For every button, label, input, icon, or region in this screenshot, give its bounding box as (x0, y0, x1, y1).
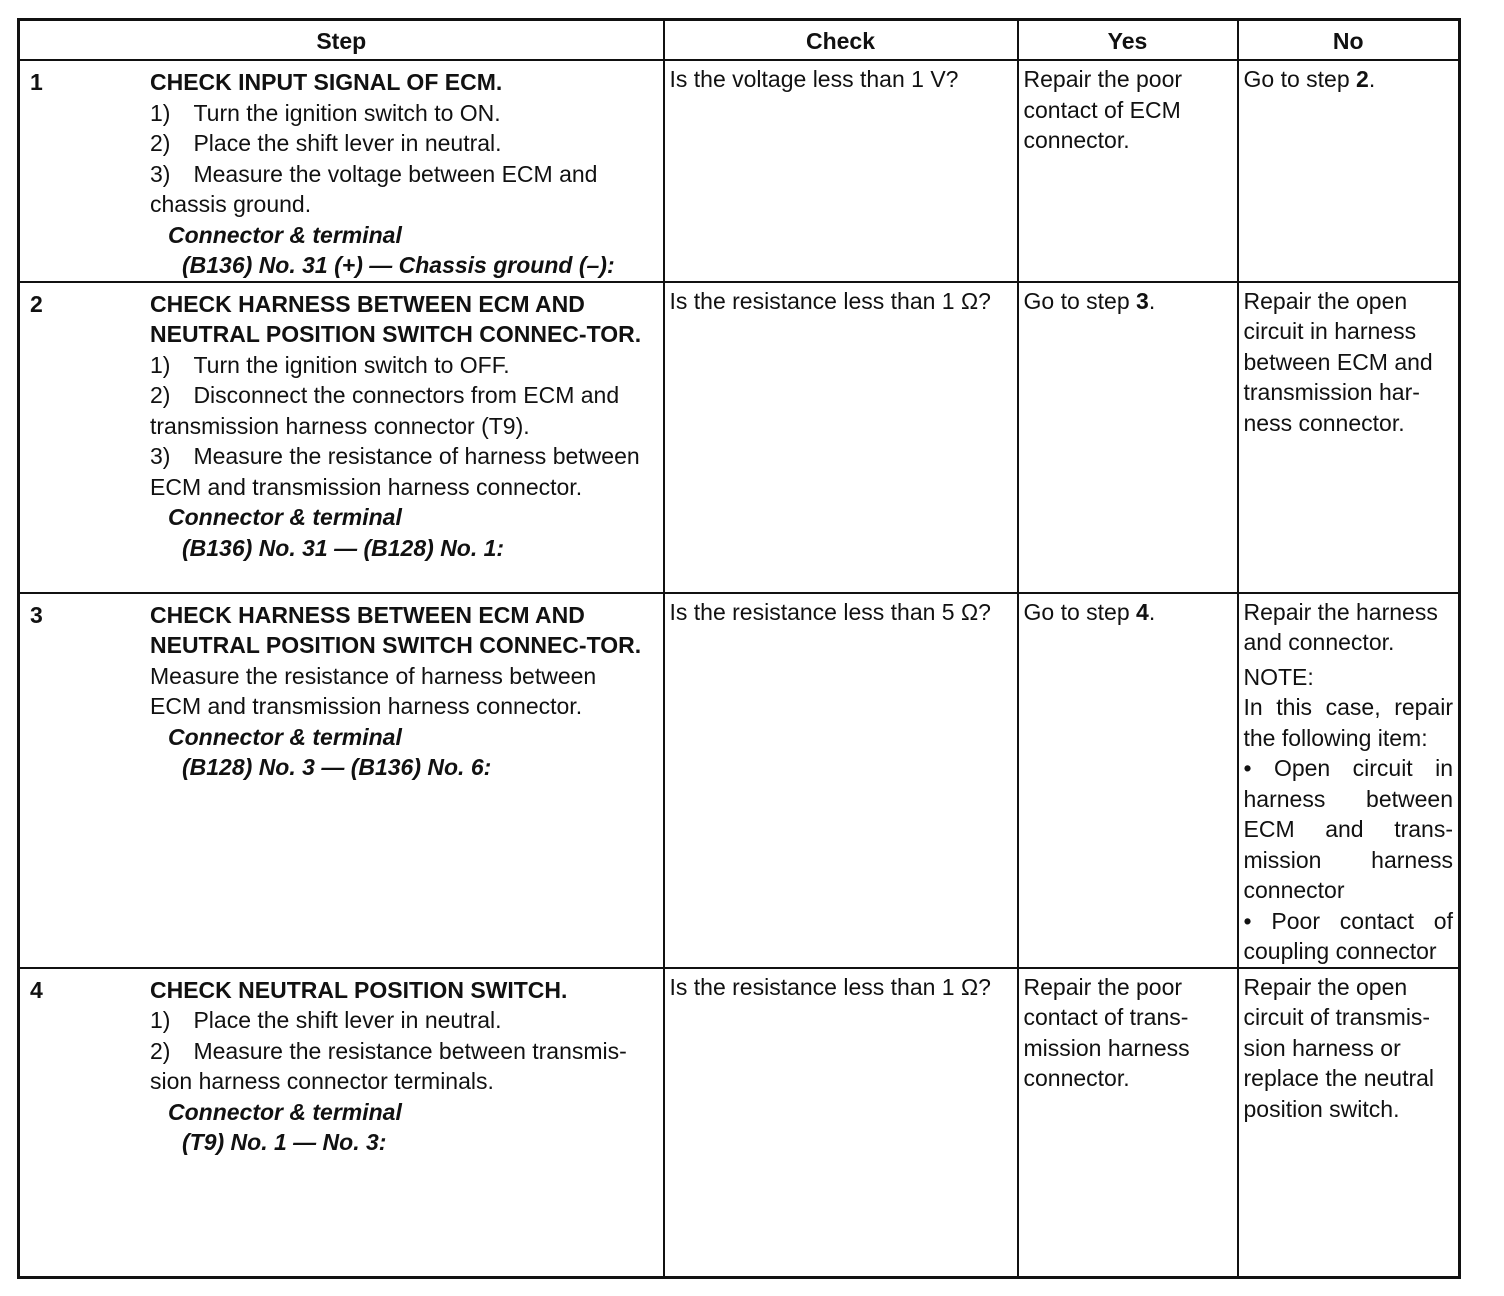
connector-terminal-value: (T9) No. 1 — No. 3: (182, 1129, 387, 1155)
yes-prefix: Go to step (1023, 598, 1137, 625)
step-number: 3 (30, 601, 43, 628)
step-line: 1) Turn the ignition switch to ON. (150, 99, 501, 126)
yes-prefix: Go to step (1023, 287, 1137, 314)
yes-step-ref: 4 (1136, 598, 1149, 625)
diagnostic-table (17, 18, 1461, 1279)
table-row (19, 282, 1460, 593)
connector-terminal-value: (B128) No. 3 — (B136) No. 6: (182, 754, 492, 780)
table-row (19, 593, 1460, 968)
header-row (19, 20, 1460, 61)
yes-step-ref: 3 (1136, 287, 1149, 314)
step-number: 1 (30, 69, 43, 95)
connector-terminal-label: Connector & terminal (168, 723, 402, 750)
yes-cell: Repair the poor contact of trans-mission harness connector. (1018, 968, 1238, 1278)
step-line: 2) Place the shift lever in neutral. (150, 130, 502, 156)
note-text: In this case, repair the following item: (1243, 694, 1453, 751)
no-cell: Repair the open circuit in harness between ECM and transmission har-ness connector. (1238, 282, 1460, 593)
connector-terminal-label: Connector & terminal (168, 1098, 402, 1125)
header-no: No (1238, 20, 1460, 61)
step-title: CHECK HARNESS BETWEEN ECM AND NEUTRAL POSITION SWITCH CONNEC-TOR. (150, 290, 642, 347)
step-number: 4 (30, 976, 43, 1003)
table-row (19, 60, 1460, 282)
connector-terminal-label: Connector & terminal (168, 504, 402, 530)
step-title: CHECK HARNESS BETWEEN ECM AND NEUTRAL POSITION SWITCH CONNEC-TOR. (150, 601, 642, 658)
header-step: Step (19, 20, 664, 61)
step-title: CHECK INPUT SIGNAL OF ECM. (150, 69, 503, 95)
header-yes: Yes (1018, 20, 1238, 61)
connector-terminal-value: (B136) No. 31 — (B128) No. 1: (182, 534, 505, 561)
step-cell (19, 968, 664, 1278)
note-bullet: • Poor contact of coupling connector (1243, 907, 1453, 964)
step-line: Measure the resistance of harness between ECM and transmission harness connector. (150, 662, 597, 719)
yes-suffix: . (1148, 287, 1156, 314)
note-bullet: • Open circuit in harness between ECM and trans-mission harness connector (1243, 755, 1453, 903)
check-cell: Is the voltage less than 1 V? (664, 60, 1018, 282)
no-text: Repair the harness and connector. (1243, 598, 1438, 655)
step-line: 3) Measure the resistance of harness between ECM and transmission harness connector. (150, 443, 640, 500)
no-suffix: . (1368, 66, 1376, 92)
header-check: Check (664, 20, 1018, 61)
check-cell: Is the resistance less than 1 Ω? (664, 282, 1018, 593)
note-label: NOTE: (1243, 663, 1314, 690)
no-cell: Repair the open circuit of transmis-sion harness or replace the neutral position switch. (1238, 968, 1460, 1278)
step-line: 3) Measure the voltage between ECM and chassis ground. (150, 160, 598, 217)
no-prefix: Go to step (1243, 66, 1357, 92)
step-title: CHECK NEUTRAL POSITION SWITCH. (150, 976, 568, 1003)
connector-terminal-label: Connector & terminal (168, 221, 402, 248)
no-cell (1238, 593, 1460, 968)
step-line: 2) Measure the resistance between transmis-sion harness connector terminals. (150, 1037, 627, 1094)
connector-terminal-value: (B136) No. 31 (+) — Chassis ground (–): (182, 252, 615, 278)
step-cell (19, 593, 664, 968)
table-row (19, 968, 1460, 1278)
yes-cell (1018, 593, 1238, 968)
step-line: 1) Turn the ignition switch to OFF. (150, 351, 510, 378)
step-cell (19, 60, 664, 282)
yes-suffix: . (1148, 598, 1156, 625)
yes-cell (1018, 282, 1238, 593)
check-cell: Is the resistance less than 1 Ω? (664, 968, 1018, 1278)
check-cell: Is the resistance less than 5 Ω? (664, 593, 1018, 968)
step-line: 1) Place the shift lever in neutral. (150, 1007, 502, 1033)
step-cell (19, 282, 664, 593)
no-step-ref: 2 (1356, 66, 1369, 92)
step-number: 2 (30, 290, 43, 317)
step-line: 2) Disconnect the connectors from ECM and transmission harness connector (T9). (150, 382, 620, 439)
no-cell (1238, 60, 1460, 282)
yes-cell: Repair the poor contact of ECM connector. (1018, 60, 1238, 282)
